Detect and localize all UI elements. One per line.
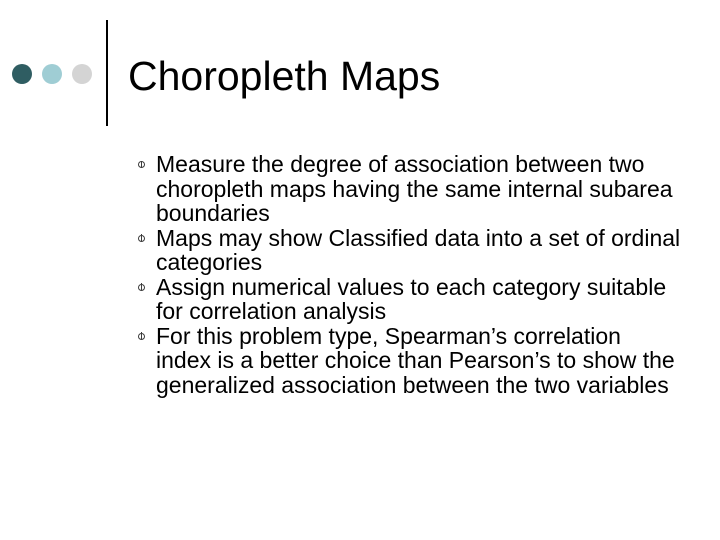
- bullet-item: [142, 226, 682, 275]
- decorative-dot-dark: [12, 64, 32, 84]
- bullet-text: Assign numerical values to each category suitable for correlation analysis: [156, 273, 667, 324]
- cent-circle-bullet-icon: [138, 333, 145, 340]
- bullet-list: [142, 152, 682, 397]
- bullet-item: [142, 324, 682, 398]
- bullet-text: Measure the degree of association between two choropleth maps having the same internal subarea boundaries: [156, 151, 673, 226]
- bullet-item: [142, 152, 682, 226]
- bullet-item: [142, 275, 682, 324]
- slide-title: Choropleth Maps: [128, 53, 441, 99]
- bullet-text: Maps may show Classified data into a set of ordinal categories: [156, 224, 681, 275]
- cent-circle-bullet-icon: [138, 161, 145, 168]
- cent-circle-bullet-icon: [138, 284, 145, 291]
- cent-circle-bullet-icon: [138, 235, 145, 242]
- decorative-dot-teal: [42, 64, 62, 84]
- bullet-text: For this problem type, Spearman’s correlation index is a better choice than Pearson’s to show the generalized association between the two variables: [156, 322, 675, 398]
- title-divider: [106, 20, 108, 126]
- decorative-dot-gray: [72, 64, 92, 84]
